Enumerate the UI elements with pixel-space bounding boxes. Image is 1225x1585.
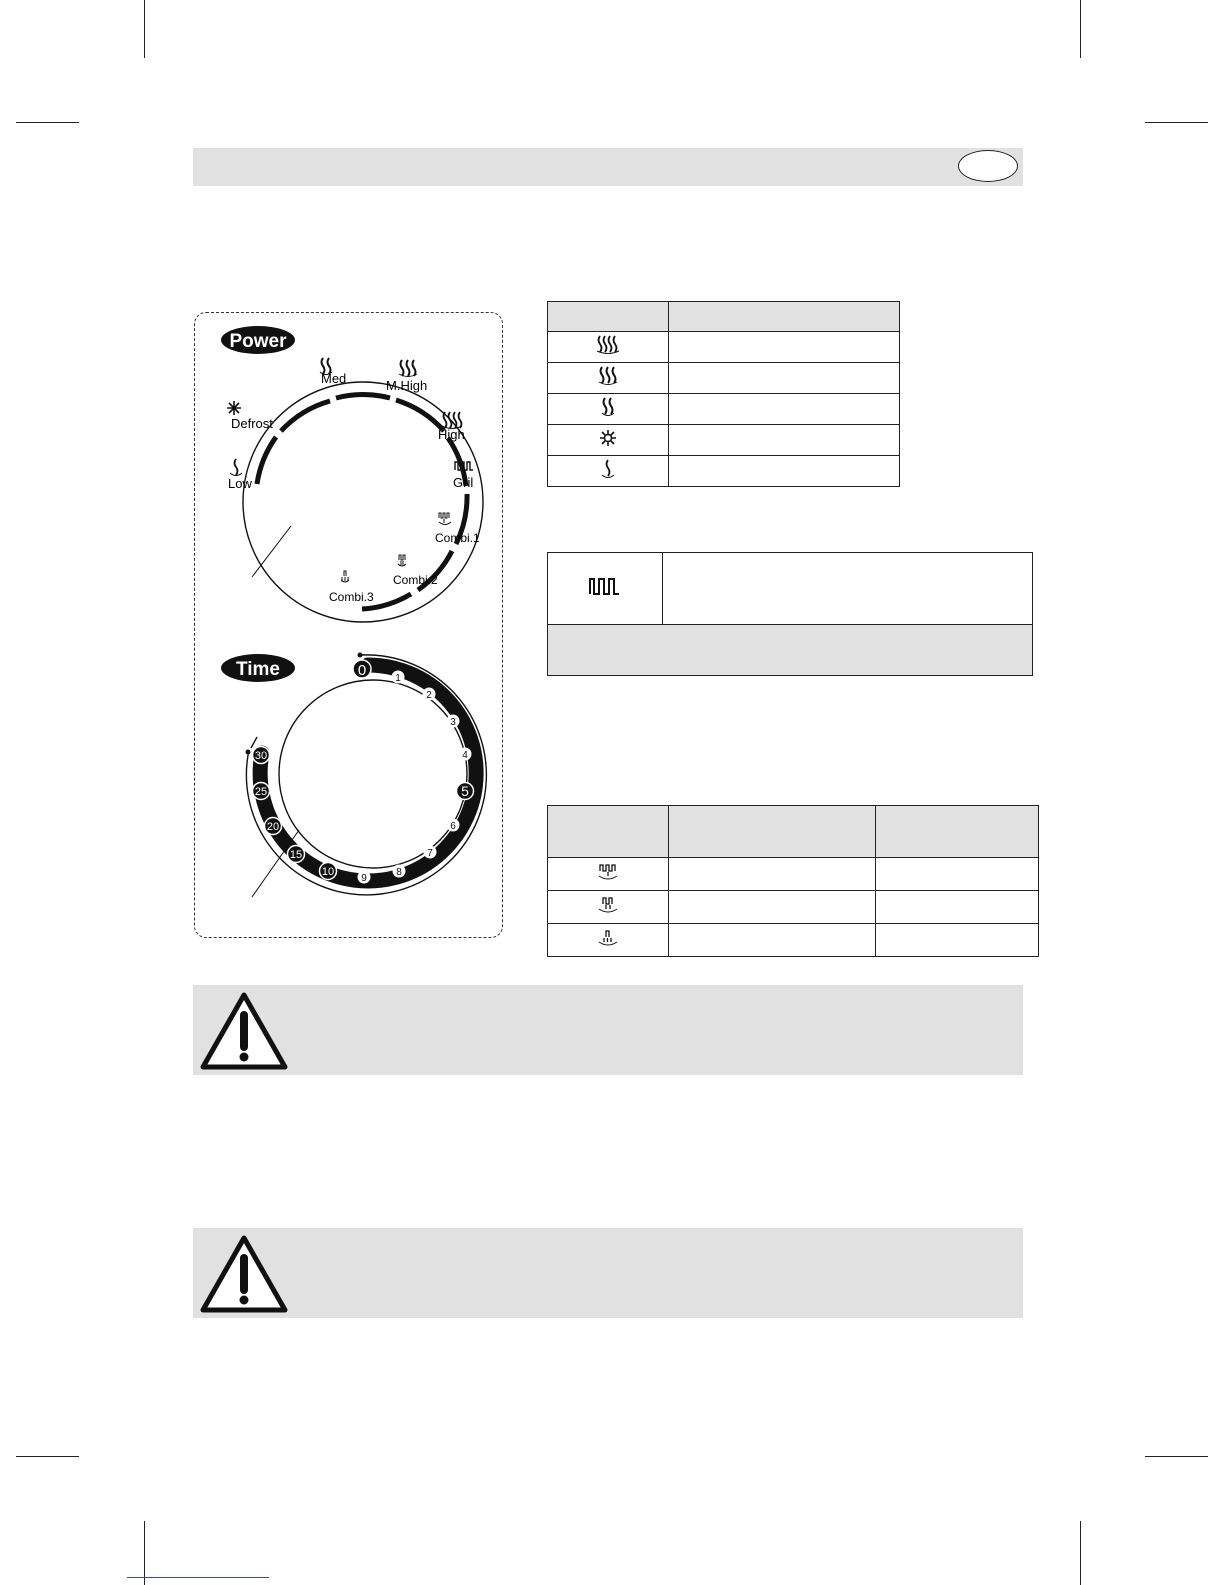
control-panel-drawing bbox=[194, 312, 503, 938]
svg-text:6: 6 bbox=[450, 821, 456, 832]
high-icon bbox=[596, 335, 620, 355]
warning-triangle-icon bbox=[199, 1234, 289, 1314]
table-row bbox=[548, 425, 900, 456]
time-mark bbox=[320, 863, 337, 880]
power-label-med: Med bbox=[321, 371, 347, 386]
time-mark bbox=[353, 660, 371, 679]
power-label-combi2: Combi.2 bbox=[393, 573, 438, 587]
svg-text:2: 2 bbox=[426, 690, 432, 701]
warning-box bbox=[193, 985, 1023, 1075]
time-mark bbox=[423, 688, 436, 702]
power-level-table bbox=[547, 301, 900, 487]
low-icon bbox=[230, 459, 242, 476]
power-label-defrost: Defrost bbox=[231, 416, 273, 431]
combi-2-icon bbox=[597, 895, 619, 915]
link-underline[interactable] bbox=[127, 1577, 269, 1578]
time-mark bbox=[288, 846, 305, 863]
table-row bbox=[548, 625, 1033, 676]
svg-text:1: 1 bbox=[395, 673, 401, 684]
table-row bbox=[548, 456, 900, 487]
power-label-high: High bbox=[438, 427, 465, 442]
header-bar bbox=[193, 148, 1023, 186]
svg-text:15: 15 bbox=[289, 849, 303, 861]
grill-icon bbox=[589, 576, 621, 596]
table-row bbox=[548, 924, 1039, 957]
svg-text:0: 0 bbox=[357, 662, 367, 679]
table-row bbox=[548, 858, 1039, 891]
time-title-badge bbox=[221, 654, 295, 682]
table-row bbox=[548, 891, 1039, 924]
med-icon bbox=[599, 397, 617, 417]
m-high-icon bbox=[597, 366, 619, 386]
grill-icon bbox=[455, 462, 473, 470]
warning-box bbox=[193, 1228, 1023, 1318]
time-mark bbox=[253, 747, 270, 764]
svg-text:25: 25 bbox=[254, 786, 268, 798]
combi-1-icon bbox=[597, 862, 619, 882]
svg-text:8: 8 bbox=[396, 867, 402, 878]
power-label-mhigh: M.High bbox=[386, 378, 428, 393]
svg-text:7: 7 bbox=[427, 848, 433, 859]
table-row bbox=[548, 553, 1033, 625]
low-icon bbox=[600, 459, 616, 479]
combi-3-icon bbox=[597, 928, 619, 948]
svg-text:30: 30 bbox=[254, 750, 268, 762]
m-high-icon bbox=[399, 360, 417, 377]
power-title: Power bbox=[229, 331, 287, 352]
svg-text:3: 3 bbox=[450, 717, 456, 728]
table-header-row bbox=[548, 806, 1039, 858]
power-label-combi3: Combi.3 bbox=[329, 590, 374, 604]
crop-mark bbox=[16, 1456, 79, 1457]
crop-mark bbox=[1080, 0, 1081, 58]
combi-mode-table bbox=[547, 805, 1039, 957]
crop-mark bbox=[16, 122, 79, 123]
time-dial[interactable] bbox=[246, 653, 487, 895]
crop-mark bbox=[144, 1521, 145, 1585]
table-row bbox=[548, 363, 900, 394]
warning-triangle-icon bbox=[199, 991, 289, 1071]
table-row bbox=[548, 394, 900, 425]
power-dial[interactable] bbox=[243, 382, 483, 622]
time-mark bbox=[265, 818, 282, 835]
crop-mark bbox=[144, 0, 145, 58]
crop-mark bbox=[1145, 122, 1208, 123]
power-label-low: Low bbox=[228, 476, 252, 491]
time-mark bbox=[253, 783, 270, 800]
defrost-icon bbox=[227, 401, 241, 415]
svg-text:4: 4 bbox=[462, 750, 468, 761]
power-dial-pointer-line bbox=[252, 526, 291, 577]
table-row bbox=[548, 332, 900, 363]
power-title-badge bbox=[221, 326, 295, 354]
combi-1-icon bbox=[439, 513, 451, 525]
crop-mark bbox=[1080, 1521, 1081, 1585]
combi-3-icon bbox=[341, 571, 349, 582]
crop-mark bbox=[1145, 1456, 1208, 1457]
svg-text:5: 5 bbox=[461, 783, 469, 799]
time-title: Time bbox=[235, 659, 281, 680]
defrost-icon bbox=[599, 429, 617, 447]
power-label-grill: Gril bbox=[453, 475, 474, 490]
combi-2-icon bbox=[398, 555, 406, 566]
language-badge bbox=[958, 150, 1018, 182]
power-label-combi1: Combi.1 bbox=[435, 531, 480, 545]
table-header-row bbox=[548, 302, 900, 332]
grill-info-box bbox=[547, 552, 1033, 676]
svg-text:9: 9 bbox=[361, 873, 367, 884]
svg-text:10: 10 bbox=[321, 866, 335, 878]
svg-text:20: 20 bbox=[266, 821, 280, 833]
time-mark bbox=[457, 783, 474, 800]
